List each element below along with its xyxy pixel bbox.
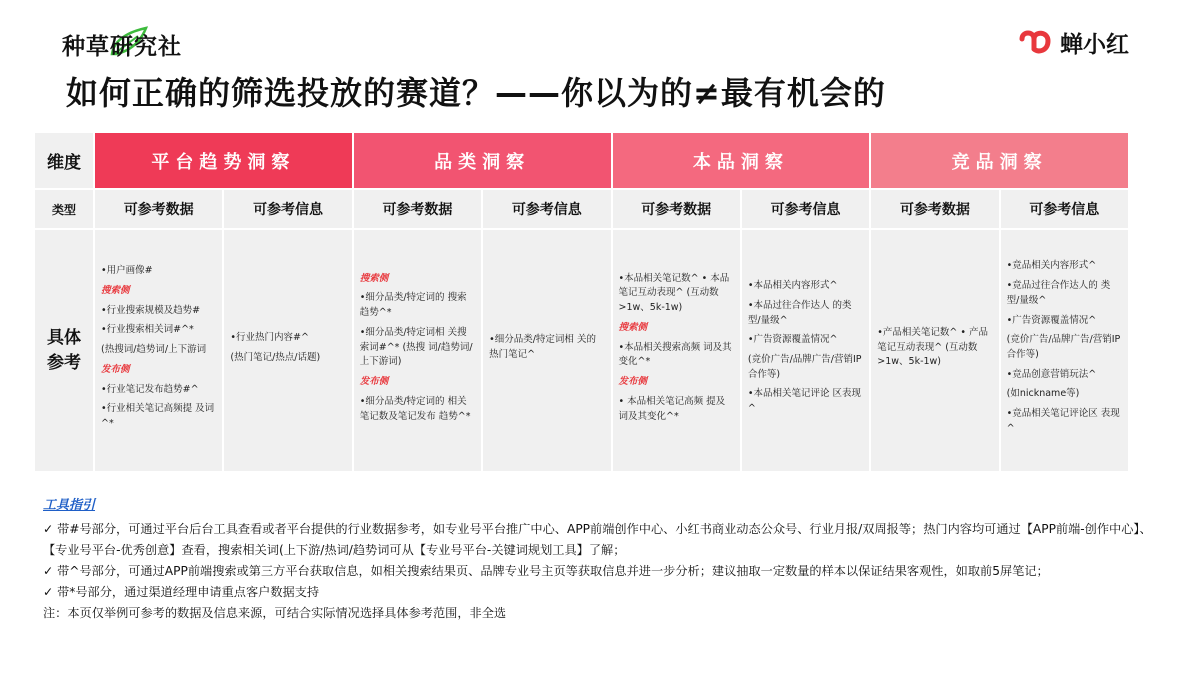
cell-item: (热搜词/趋势词/上下游词 <box>101 344 207 356</box>
sub-header: 可参考信息 <box>482 189 611 229</box>
tool-guide <box>43 495 1163 624</box>
cell-item: •竞品过往合作达人的 类型/量级^ <box>1006 280 1111 306</box>
insight-table <box>33 131 1130 473</box>
cell-item: •细分品类/特定词的 相关笔记数及笔记发布 趋势^* <box>359 395 471 422</box>
cell-item: •细分品类/特定词相 关搜索词#^* (热搜 词/趋势词/上下游词) <box>359 326 473 368</box>
group-competitor: 竞品洞察 <box>870 132 1129 189</box>
cell-item: •行业搜索规模及趋势# <box>101 304 201 316</box>
reference-cell <box>223 229 352 472</box>
sub-header: 可参考信息 <box>1000 189 1129 229</box>
reference-label-line: 参考 <box>47 352 81 373</box>
reference-cell <box>482 229 611 472</box>
cell-item: •细分品类/特定词的 搜索趋势^* <box>359 292 467 319</box>
cell-item: •本品过往合作达人 的类型/量级^ <box>747 299 852 326</box>
reference-cell <box>353 229 482 472</box>
cell-item: •产品相关笔记数^ • 产品笔记互动表现^ (互动数>1w、5k-1w) <box>877 326 988 368</box>
sub-header: 可参考信息 <box>223 189 352 229</box>
reference-cell <box>94 229 223 472</box>
reference-cell <box>870 229 999 472</box>
sub-header: 可参考数据 <box>94 189 223 229</box>
section-tag: 发布侧 <box>618 376 648 388</box>
cell-item: •行业笔记发布趋势#^ <box>101 383 199 395</box>
reference-label-line: 具体 <box>47 327 81 348</box>
guide-line: 注：本页仅举例可参考的数据及信息来源，可结合实际情况选择具体参考范围，非全选 <box>43 606 507 621</box>
cell-item: • 本品相关笔记高频 提及词及其变化^* <box>618 395 726 422</box>
cell-item: •行业相关笔记高频提 及词^* <box>101 403 215 430</box>
sub-header: 可参考数据 <box>353 189 482 229</box>
cell-item: (如nickname等) <box>1006 388 1080 400</box>
group-platform-trend: 平台趋势洞察 <box>94 132 353 189</box>
cell-item: •本品相关笔记评论 区表现^ <box>747 388 861 415</box>
cell-item: (热门笔记/热点/话题) <box>230 351 321 363</box>
reference-cell <box>612 229 741 472</box>
section-tag: 发布侧 <box>359 376 389 388</box>
page-title: 如何正确的筛选投放的赛道？——你以为的≠最有机会的 <box>66 74 886 112</box>
cell-item: •本品相关搜索高频 词及其变化^* <box>618 341 732 368</box>
cell-item: •竞品相关内容形式^ <box>1006 260 1097 272</box>
section-tag: 搜索侧 <box>359 272 389 284</box>
dimension-label: 维度 <box>34 132 94 189</box>
cell-item: •本品相关内容形式^ <box>747 280 838 292</box>
tool-guide-title: 工具指引 <box>43 498 96 513</box>
guide-line: ✓ 带#号部分，可通过平台后台工具查看或者平台提供的行业数据参考，如专业号平台推广中心、APP前端创作中心、小红书商业动态公众号、行业月报/双周报等；热门内容均可通过【APP前端-创作中心】、【专业号平台-优秀创意】查看，搜索相关词(上下游/热词/趋势词可从【专业号平台-关键词规划工具】了解； <box>43 522 1152 558</box>
cell-item: •用户画像# <box>101 265 153 277</box>
sub-header: 可参考信息 <box>741 189 870 229</box>
reference-cell <box>1000 229 1129 472</box>
type-label: 类型 <box>34 189 94 229</box>
logo-left-text: 种草研究社 <box>62 34 182 60</box>
section-tag: 发布侧 <box>101 363 130 375</box>
reference-label <box>34 229 94 472</box>
guide-line: ✓ 带^号部分，可通过APP前端搜索或第三方平台获取信息，如相关搜索结果页、品牌专业号主页等获取信息并进一步分析；建议抽取一定数量的样本以保证结果客观性，如取前5屏笔记； <box>43 564 1049 579</box>
cell-item: •本品相关笔记数^ • 本品笔记互动表现^ (互动数>1w、5k-1w) <box>618 272 730 314</box>
logo-right-text: 蝉小红 <box>1060 31 1129 58</box>
cell-item: •竞品创意营销玩法^ <box>1006 368 1097 380</box>
logo-chanxiaohong <box>1018 26 1129 58</box>
cell-item: •竞品相关笔记评论区 表现^ <box>1006 408 1120 434</box>
group-own-product: 本品洞察 <box>612 132 871 189</box>
type-header-row <box>34 189 1129 229</box>
reference-row <box>34 229 1129 472</box>
cell-item: •行业搜索相关词#^* <box>101 324 194 336</box>
cell-item: •广告资源覆盖情况^ <box>1006 314 1097 326</box>
cell-item: •广告资源覆盖情况^ <box>747 334 838 346</box>
guide-line: ✓ 带*号部分，通过渠道经理申请重点客户数据支持 <box>43 585 320 600</box>
cell-item: (竞价广告/品牌广告/营销IP合作等) <box>747 354 862 380</box>
group-header-row <box>34 132 1129 189</box>
sub-header: 可参考数据 <box>870 189 999 229</box>
section-tag: 搜索侧 <box>101 284 130 296</box>
group-category: 品类洞察 <box>353 132 612 189</box>
cell-item: (竞价广告/品牌广告/营销IP合作等) <box>1006 334 1121 360</box>
cell-item: •细分品类/特定词相 关的热门笔记^ <box>489 334 596 360</box>
chanxiaohong-logo-icon <box>1018 27 1054 57</box>
sub-header: 可参考数据 <box>612 189 741 229</box>
reference-cell <box>741 229 870 472</box>
section-tag: 搜索侧 <box>618 321 648 333</box>
cell-item: •行业热门内容#^ <box>230 331 309 343</box>
